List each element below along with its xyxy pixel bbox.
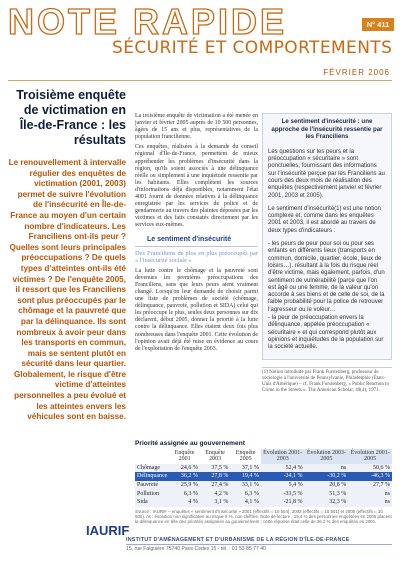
table-header (135, 449, 169, 464)
brand-subtitle: SÉCURITÉ ET COMPORTEMENTS (112, 38, 393, 58)
table-cell: Pauvreté (135, 481, 169, 490)
table-cell: 3,1 % (200, 498, 231, 507)
table-header-row (135, 449, 392, 464)
table-cell: -30,2 % (305, 472, 349, 481)
table-row (135, 498, 392, 507)
table-cell: 5,4 % (261, 481, 305, 490)
table-cell: 33,1 % (230, 481, 261, 490)
table-cell: Sida (135, 498, 169, 507)
table-cell: 36,2 % (169, 472, 200, 481)
table-cell: 52,4 % (261, 464, 305, 473)
table-cell: 4,2 % (200, 490, 231, 499)
priority-table-block (135, 440, 392, 524)
table-cell: 19,4 % (230, 472, 261, 481)
box-paragraph: Le sentiment d'insécurité(1) est une notion complexe et, comme dans les enquêtes 2001 et 2003, il est abordé au travers de deux types d'indicateurs : (268, 205, 381, 234)
table-cell: 25,9 % (169, 481, 200, 490)
table-cell: 6,3 % (230, 490, 261, 499)
list-item: - la peur de préoccupation envers la délinquance, appelée préoccupation « sécuritaire » et qui correspond plutôt aux opinions et inquiétudes de la population sur la société actuelle. (268, 315, 384, 351)
iaurif-logo: IAURIF (86, 523, 130, 538)
table-cell: 27,8 % (200, 472, 231, 481)
table-cell: -33,5 % (261, 490, 305, 499)
issue-number: N° 411 (362, 18, 394, 31)
article-lead: Le renouvellement à intervalle régulier des enquêtes de victimation (2001, 2003) permet de suivre l'évolution de l'insécurité en Île-de-France au moyen d'un certain nombre d'indicateurs. Les Franciliens ont-ils peur ? Quelles sont leurs principales préoccupations ? De quels types d'atteintes ont-ils été victimes ? De l'enquête 2005, il ressort que les Franciliens sont plus préoccupés par le chômage et la pauvreté que par la délinquance. Ils sont nombreux à avoir peur dans les transports en commun, mais se sentent plutôt en sécurité dans leur quartier. Globalement, le risque d'être victime d'atteintes personnelles a peu évolué et les atteintes envers les véhicules sont en baisse. (8, 158, 126, 422)
table-cell: Délinquance (137, 473, 168, 480)
body-paragraph: La lutte contre le chômage et la pauvreté sont devenues les premières préoccupations des Franciliens, sans que leurs peurs aient vraiment changé. Lorsqu'on leur demande de choisir parmi une liste de problèmes de société (chômage, délinquance, pauvreté, pollution et SIDA) celui qui les préoccupe le plus, seules deux personnes sur dix déclarent, début 2005, donner la priorité à la lutte contre la délinquance. Elles étaient deux fois plus nombreuses dans l'enquête 2001. Cette évolution de l'opinion avait déjà été mise en évidence au cours de l'exploitation de l'enquête 2003. (135, 267, 258, 352)
footnote: (1) Notion introduite par Frank Furstenberg, professeur de sociologie à l'université de Pennsylvanie, Philadelphie (États-Unis d'Amérique) – cf. Frank Furstenberg, « Public Reaction to Crime in the Streets ». The American Scholar, 40(4), 1971. (262, 367, 392, 394)
table-cell: ns (348, 498, 392, 507)
masthead-rule (8, 80, 392, 81)
table-cell: 50,6 % (348, 464, 392, 473)
section-subtitle: Des Franciliens de plus en plus préoccupés par « l'insécurité sociale » (135, 249, 258, 265)
list-item: - les peurs de peur pour soi ou pour ses enfants en différents lieux (transports en commun, domicile, quartier, école, lieux de loisirs…), résultant à la fois du risque réel d'être victime, mais également, parfois, d'un sentiment de vulnérabilité (parce que l'on est âgé ou une femme, de la valeur qu'on accorde à ses biens et de celle de soi, de la faible probabilité pour la police de retrouver l'agresseur ou le voleur… (268, 241, 385, 313)
table-cell: Pollution (135, 490, 169, 499)
table-cell: 20,8 % (305, 481, 349, 490)
table-row-highlight (135, 472, 392, 481)
table-source-note: Source : IAURIF – enquêtes « sentiment d'insécurité » 2001 (effectifs = 10 504), 2003 (effectifs = 10 501) et 2005 (effectifs = 10 500). ns : évolution non significative au risque 5 %, non chiffrée. Note de lecture : 19,4 % des personnes enquêtées en 2005 placent la délinquance en tête des priorités assignées au gouvernement ; cette réponse était celle de 36,2 % des enquêtés en 2001. (135, 508, 392, 525)
title-column (8, 88, 126, 423)
table-cell: 6,3 % (169, 490, 200, 499)
table-row (135, 490, 392, 499)
table-cell: 37,5 % (200, 464, 231, 473)
table-row (135, 464, 392, 473)
section-title: Le sentiment d'insécurité (147, 235, 232, 243)
table-cell: 27,4 % (200, 481, 231, 490)
priority-table (135, 449, 392, 507)
table-cell: 4 % (169, 498, 200, 507)
box-paragraph: Les questions sur les peurs et la préoccupation « sécuritaire » sont ponctuelles, fournissant des informations sur l'insécurité perçue par les Franciliens au cours des deux mois de réalisation des enquêtes (respectivement janvier et février 2001, 2003 et 2005). (268, 148, 385, 199)
table-cell: -24,1 % (261, 472, 305, 481)
definition-box (262, 113, 392, 360)
table-cell: 4,1 % (230, 498, 261, 507)
masthead (0, 0, 400, 86)
footer-address: 15, rue Falguière 75740 Paris Cedex 15 - tél. : 01 53 85 77 40 (126, 546, 266, 552)
issue-date: FÉVRIER 2006 (323, 68, 390, 77)
table-cell: ns (348, 490, 392, 499)
table-header: Évolution 2003-2005 (305, 449, 349, 464)
indicator-list (268, 241, 386, 351)
table-header: Enquête 2003 (205, 450, 225, 463)
brand-title: NOTE RAPIDE (8, 1, 288, 42)
footer-rule (126, 544, 392, 545)
table-header: Évolution 2001-2003 (261, 449, 305, 464)
table-cell: 24,6 % (169, 464, 200, 473)
article-title: Troisième enquête de victimation en Île-de-France : les résultats (16, 88, 126, 147)
table-cell: Chômage (135, 464, 169, 473)
table-title: Priorité assignée au gouvernement (135, 440, 245, 447)
table-cell: 27,7 % (348, 481, 392, 490)
table-cell: 32,3 % (305, 498, 349, 507)
section-rule (135, 246, 258, 247)
footer (0, 523, 400, 567)
box-title: Le sentiment d'insécurité : une approche de l'insécurité ressentie par les Franciliens (271, 118, 383, 141)
body-paragraph: La troisième enquête de victimation a été menée en janvier et février 2005 auprès de 10 500 personnes, âgées de 15 ans et plus, représentatives de la population francilienne. (135, 113, 258, 141)
table-header: Enquête 2001 (174, 450, 195, 463)
table-cell: ns (305, 464, 349, 473)
table-cell: 51,3 % (305, 490, 349, 499)
table-header: Enquête 2005 (235, 450, 256, 463)
table-cell: 37,1 % (230, 464, 261, 473)
table-cell: -21,8 % (261, 498, 305, 507)
sidebar-column (262, 113, 392, 394)
footer-institute: INSTITUT D'AMÉNAGEMENT ET D'URBANISME DE LA RÉGION D'ÎLE-DE-FRANCE (126, 537, 350, 543)
table-row (135, 481, 392, 490)
body-paragraph: Ces enquêtes, réalisées à la demande du conseil régional d'Île-de-France, permettent de mieux appréhender les problèmes d'insécurité dans la région, qu'ils soient associés à une délinquance réelle ou simplement à une inquiétude ressentie par les habitants. Elles complètent les sources d'informations déjà disponibles, notamment l'état 4001 fourni de données relatives à la délinquance enregistrée par les services de police et de gendarmerie au travers des plaintes déposées par les victimes et des faits constatés directement par les services eux-mêmes. (135, 144, 258, 229)
table-header: Évolution 2001-2005 (348, 449, 392, 464)
body-column (135, 113, 258, 356)
table-cell: -46,3 % (348, 472, 392, 481)
